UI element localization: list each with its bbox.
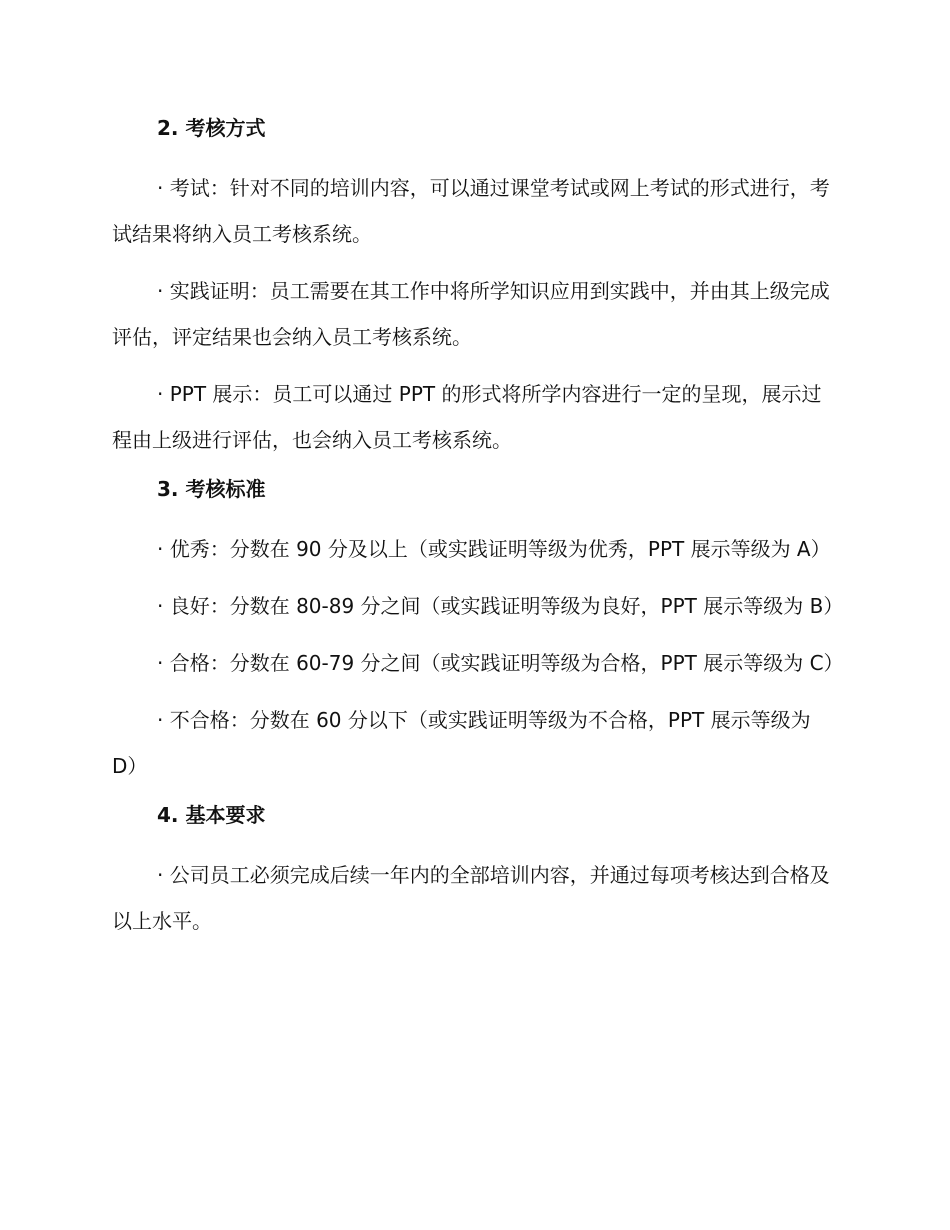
paragraph-good: · 良好：分数在 80-89 分之间（或实践证明等级为良好，PPT 展示等级为 B） bbox=[157, 594, 844, 618]
section-heading-basic-requirements: 4. 基本要求 bbox=[157, 803, 266, 827]
paragraph-basic-requirement: · 公司员工必须完成后续一年内的全部培训内容，并通过每项考核达到合格及以上水平。 bbox=[112, 863, 830, 933]
section-heading-assessment-methods: 2. 考核方式 bbox=[157, 116, 266, 140]
paragraph-excellent: · 优秀：分数在 90 分及以上（或实践证明等级为优秀，PPT 展示等级为 A） bbox=[157, 537, 831, 561]
paragraph-ppt-presentation: · PPT 展示：员工可以通过 PPT 的形式将所学内容进行一定的呈现，展示过程由上级进行评估，也会纳入员工考核系统。 bbox=[112, 382, 822, 452]
paragraph-fail: · 不合格：分数在 60 分以下（或实践证明等级为不合格，PPT 展示等级为 D） bbox=[112, 708, 811, 778]
paragraph-pass: · 合格：分数在 60-79 分之间（或实践证明等级为合格，PPT 展示等级为 C） bbox=[157, 651, 844, 675]
paragraph-exam: · 考试：针对不同的培训内容，可以通过课堂考试或网上考试的形式进行，考试结果将纳入员工考核系统。 bbox=[112, 176, 830, 246]
section-heading-assessment-standards: 3. 考核标准 bbox=[157, 477, 266, 501]
paragraph-practice-proof: · 实践证明：员工需要在其工作中将所学知识应用到实践中，并由其上级完成评估，评定结果也会纳入员工考核系统。 bbox=[112, 279, 830, 349]
